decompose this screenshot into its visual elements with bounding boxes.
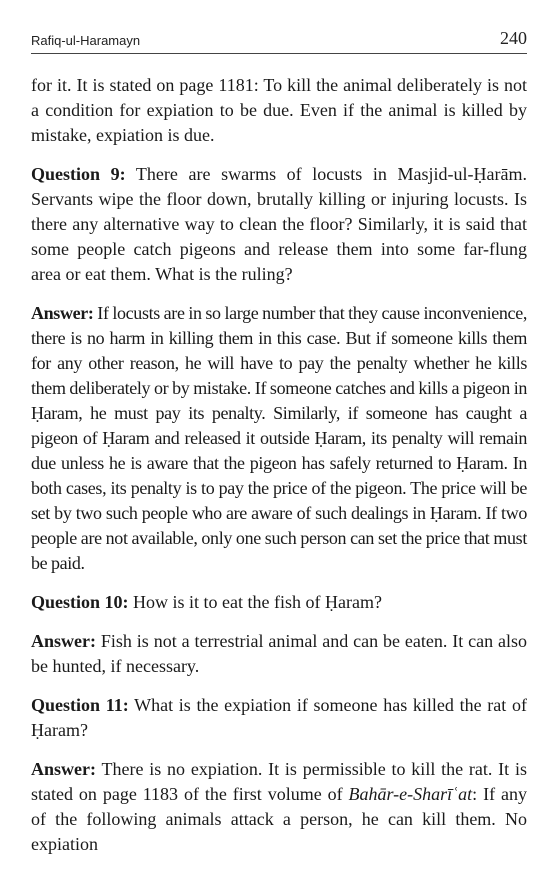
question-label: Question 11: bbox=[31, 695, 129, 715]
question-label: Question 9: bbox=[31, 164, 126, 184]
running-title: Rafiq-ul-Haramayn bbox=[31, 33, 141, 48]
page-header bbox=[31, 30, 527, 54]
answer-text: There is no expiation. It is permissible to kill the rat. It is stated on page 1183 of the first volume of bbox=[31, 759, 527, 804]
answer-text: Fish is not a terrestrial animal and can be eaten. It can also be hunted, if necessary. bbox=[31, 631, 527, 676]
answer-label: Answer: bbox=[31, 631, 96, 651]
answer-text: If locusts are in so large number that they cause inconvenience, there is no harm in killing them in this case. But if someone kills them for any other reason, he will have to pay the penalty whether he kills them deliberately or by mistake. If someone catches and kills a pigeon in Ḥaram, he must pay its penalty. Similarly, if someone has caught a pigeon of Ḥaram and released it outside Ḥaram, its penalty will remain due unless he is aware that the pigeon has safely returned to Ḥaram. In both cases, its penalty is to pay the price of the pigeon. The price will be set by two such people who are aware of such dealings in Ḥaram. If two people are not available, only one such person can set the price that must be paid. bbox=[31, 303, 527, 573]
question-label: Question 10: bbox=[31, 592, 129, 612]
answer-9 bbox=[31, 301, 527, 576]
answer-11 bbox=[31, 757, 527, 857]
answer-label: Answer: bbox=[31, 303, 94, 323]
question-text: What is the expiation if someone has killed the rat of Ḥaram? bbox=[31, 695, 527, 740]
page-body bbox=[31, 73, 527, 871]
header-rule bbox=[31, 53, 527, 54]
question-9 bbox=[31, 162, 527, 287]
page-number: 240 bbox=[500, 28, 527, 48]
answer-10 bbox=[31, 629, 527, 679]
question-text: There are swarms of locusts in Masjid-ul-Ḥarām. Servants wipe the floor down, brutally killing or injuring locusts. Is there any alternative way to clean the floor? Similarly, it is said that some people catch pigeons and release them into some far-flung area or eat them. What is the ruling? bbox=[31, 164, 527, 284]
question-11 bbox=[31, 693, 527, 743]
book-title: Bahār-e-Sharīʿat bbox=[348, 784, 473, 804]
answer-text-continued: : If any of the following animals attack a person, he can kill them. No expiation bbox=[31, 784, 527, 854]
paragraph-text: for it. It is stated on page 1181: To kill the animal deliberately is not a condition for expiation to be due. Even if the animal is killed by mistake, expiation is due. bbox=[31, 75, 527, 145]
question-text: How is it to eat the fish of Ḥaram? bbox=[128, 592, 382, 612]
paragraph-continuation bbox=[31, 73, 527, 148]
question-10 bbox=[31, 590, 527, 615]
answer-label: Answer: bbox=[31, 759, 96, 779]
